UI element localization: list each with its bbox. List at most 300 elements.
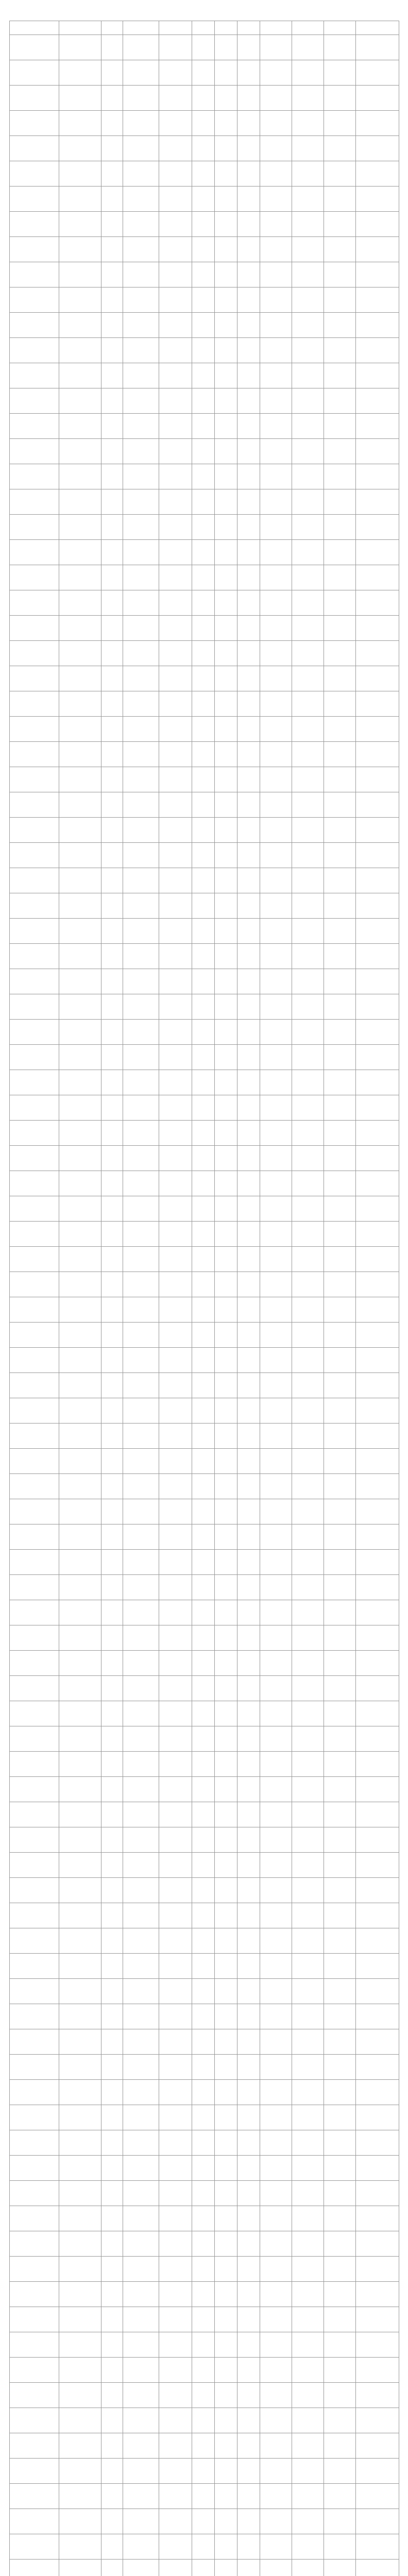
table-row	[10, 691, 399, 717]
table-cell	[159, 919, 192, 944]
table-cell	[159, 414, 192, 439]
table-cell	[159, 2029, 192, 2055]
table-cell	[324, 666, 356, 691]
table-cell	[324, 1095, 356, 1121]
table-cell	[324, 2105, 356, 2130]
table-cell	[10, 2004, 59, 2029]
table-cell	[192, 2181, 215, 2206]
table-cell	[159, 1222, 192, 1247]
table-cell	[192, 262, 215, 287]
table-cell	[260, 2105, 292, 2130]
table-row	[10, 1020, 399, 1045]
table-cell	[356, 1726, 399, 1752]
table-cell	[324, 1878, 356, 1903]
table-cell	[292, 641, 324, 666]
table-cell	[101, 262, 123, 287]
table-cell	[192, 1726, 215, 1752]
table-cell	[101, 1121, 123, 1146]
table-cell	[324, 818, 356, 843]
table-cell	[10, 2459, 59, 2484]
table-row	[10, 1222, 399, 1247]
table-cell	[192, 1222, 215, 1247]
table-cell	[10, 1550, 59, 1575]
table-cell	[101, 1348, 123, 1373]
table-cell	[292, 2307, 324, 2332]
table-cell	[356, 641, 399, 666]
table-cell	[237, 868, 260, 893]
table-cell	[324, 1575, 356, 1600]
table-cell	[237, 1297, 260, 1323]
table-cell	[324, 1802, 356, 1827]
table-cell	[215, 717, 237, 742]
table-row	[10, 1348, 399, 1373]
table-cell	[356, 742, 399, 767]
table-cell	[10, 1146, 59, 1171]
table-cell	[159, 1045, 192, 1070]
table-cell	[237, 1398, 260, 1423]
table-cell	[59, 969, 101, 994]
table-cell	[237, 1121, 260, 1146]
table-cell	[260, 1625, 292, 1651]
table-cell	[237, 1146, 260, 1171]
table-cell	[101, 2307, 123, 2332]
table-cell	[356, 313, 399, 338]
table-cell	[192, 2029, 215, 2055]
table-cell	[192, 2282, 215, 2307]
table-cell	[292, 1171, 324, 1196]
table-cell	[10, 1121, 59, 1146]
table-row	[10, 2534, 399, 2560]
table-cell	[101, 717, 123, 742]
table-cell	[260, 2231, 292, 2257]
table-cell	[292, 1070, 324, 1095]
table-cell	[260, 237, 292, 262]
table-cell	[260, 1752, 292, 1777]
table-cell	[59, 414, 101, 439]
table-cell	[324, 2004, 356, 2029]
table-cell	[237, 742, 260, 767]
table-row	[10, 1373, 399, 1398]
table-cell	[192, 565, 215, 590]
table-cell	[10, 1903, 59, 1928]
table-cell	[159, 2332, 192, 2358]
table-cell	[324, 439, 356, 464]
table-row	[10, 1121, 399, 1146]
table-cell	[192, 1575, 215, 1600]
table-cell	[215, 1954, 237, 1979]
table-cell	[260, 2433, 292, 2459]
table-cell	[101, 919, 123, 944]
table-cell	[10, 1070, 59, 1095]
table-cell	[356, 1398, 399, 1423]
table-cell	[59, 742, 101, 767]
table-cell	[260, 1524, 292, 1550]
table-cell	[324, 1625, 356, 1651]
table-cell	[59, 717, 101, 742]
table-cell	[192, 1853, 215, 1878]
table-cell	[159, 994, 192, 1020]
table-row	[10, 35, 399, 60]
table-cell	[292, 616, 324, 641]
table-cell	[123, 1095, 159, 1121]
table-cell	[101, 111, 123, 136]
table-cell	[123, 2181, 159, 2206]
table-cell	[10, 691, 59, 717]
table-row	[10, 187, 399, 212]
table-cell	[324, 212, 356, 237]
table-cell	[356, 2509, 399, 2534]
table-cell	[324, 1827, 356, 1853]
table-cell	[123, 1247, 159, 1272]
table-cell	[215, 35, 237, 60]
table-row	[10, 1827, 399, 1853]
table-cell	[292, 969, 324, 994]
table-cell	[356, 1045, 399, 1070]
table-cell	[159, 2004, 192, 2029]
table-cell	[123, 86, 159, 111]
table-cell	[59, 2459, 101, 2484]
table-cell	[356, 1449, 399, 1474]
table-cell	[159, 540, 192, 565]
table-row	[10, 515, 399, 540]
header-cell	[237, 21, 260, 35]
table-cell	[159, 1853, 192, 1878]
table-cell	[215, 363, 237, 388]
table-cell	[159, 1070, 192, 1095]
table-cell	[10, 1878, 59, 1903]
table-cell	[292, 313, 324, 338]
table-header	[10, 21, 399, 35]
table-cell	[237, 2332, 260, 2358]
table-cell	[215, 1247, 237, 1272]
table-row	[10, 2029, 399, 2055]
table-cell	[292, 1474, 324, 1499]
table-cell	[10, 2358, 59, 2383]
table-cell	[356, 60, 399, 86]
table-cell	[215, 161, 237, 187]
table-cell	[10, 1954, 59, 1979]
table-cell	[356, 590, 399, 616]
table-cell	[123, 2156, 159, 2181]
table-cell	[215, 2383, 237, 2408]
table-row	[10, 2358, 399, 2383]
table-cell	[59, 1348, 101, 1373]
table-cell	[59, 464, 101, 489]
table-cell	[237, 187, 260, 212]
table-cell	[237, 464, 260, 489]
table-cell	[215, 1676, 237, 1701]
table-cell	[59, 439, 101, 464]
table-cell	[260, 2383, 292, 2408]
table-cell	[159, 818, 192, 843]
table-cell	[59, 338, 101, 363]
table-cell	[192, 1979, 215, 2004]
table-cell	[292, 2332, 324, 2358]
table-cell	[10, 1171, 59, 1196]
table-cell	[292, 2130, 324, 2156]
table-cell	[10, 868, 59, 893]
table-cell	[159, 1550, 192, 1575]
table-cell	[260, 313, 292, 338]
table-cell	[159, 717, 192, 742]
table-cell	[159, 2055, 192, 2080]
table-cell	[10, 1802, 59, 1827]
table-row	[10, 1171, 399, 1196]
table-cell	[324, 363, 356, 388]
table-row	[10, 2484, 399, 2509]
table-cell	[324, 1954, 356, 1979]
table-row	[10, 1550, 399, 1575]
table-cell	[356, 1171, 399, 1196]
table-cell	[324, 464, 356, 489]
table-cell	[260, 868, 292, 893]
table-cell	[292, 2029, 324, 2055]
table-cell	[260, 742, 292, 767]
table-cell	[324, 161, 356, 187]
table-cell	[159, 1575, 192, 1600]
table-cell	[237, 515, 260, 540]
table-cell	[356, 1146, 399, 1171]
table-cell	[159, 1121, 192, 1146]
table-cell	[192, 2105, 215, 2130]
table-cell	[59, 792, 101, 818]
table-cell	[192, 489, 215, 515]
table-cell	[101, 2282, 123, 2307]
table-cell	[237, 1499, 260, 1524]
table-cell	[237, 1726, 260, 1752]
table-cell	[159, 2560, 192, 2576]
table-cell	[10, 590, 59, 616]
table-cell	[324, 1853, 356, 1878]
table-cell	[260, 2282, 292, 2307]
table-cell	[292, 2055, 324, 2080]
table-cell	[192, 1423, 215, 1449]
table-cell	[260, 338, 292, 363]
table-cell	[59, 919, 101, 944]
table-cell	[215, 868, 237, 893]
table-cell	[356, 2484, 399, 2509]
table-row	[10, 1625, 399, 1651]
table-cell	[59, 2433, 101, 2459]
table-cell	[192, 742, 215, 767]
table-cell	[237, 565, 260, 590]
table-cell	[324, 969, 356, 994]
table-row	[10, 919, 399, 944]
table-cell	[356, 439, 399, 464]
table-cell	[10, 717, 59, 742]
table-cell	[101, 1550, 123, 1575]
table-cell	[59, 540, 101, 565]
table-cell	[215, 1297, 237, 1323]
table-cell	[292, 919, 324, 944]
table-cell	[192, 893, 215, 919]
table-cell	[192, 540, 215, 565]
table-cell	[101, 313, 123, 338]
header-cell	[101, 21, 123, 35]
table-cell	[292, 2560, 324, 2576]
table-cell	[292, 2408, 324, 2433]
table-cell	[237, 1575, 260, 1600]
table-cell	[123, 540, 159, 565]
table-cell	[123, 1878, 159, 1903]
table-cell	[324, 2534, 356, 2560]
table-cell	[101, 1903, 123, 1928]
table-cell	[292, 1348, 324, 1373]
table-row	[10, 868, 399, 893]
table-cell	[260, 287, 292, 313]
table-cell	[237, 212, 260, 237]
table-row	[10, 893, 399, 919]
table-cell	[10, 1323, 59, 1348]
table-cell	[215, 2509, 237, 2534]
table-cell	[215, 1903, 237, 1928]
table-cell	[159, 1196, 192, 1222]
table-cell	[192, 60, 215, 86]
table-cell	[215, 2257, 237, 2282]
table-cell	[192, 2332, 215, 2358]
table-cell	[356, 1121, 399, 1146]
table-cell	[159, 1524, 192, 1550]
table-cell	[59, 187, 101, 212]
table-cell	[159, 2307, 192, 2332]
table-cell	[260, 212, 292, 237]
header-row	[10, 21, 399, 35]
table-cell	[101, 1524, 123, 1550]
table-cell	[192, 1878, 215, 1903]
table-cell	[324, 1449, 356, 1474]
table-cell	[123, 792, 159, 818]
table-cell	[59, 616, 101, 641]
table-cell	[123, 1373, 159, 1398]
table-cell	[215, 1272, 237, 1297]
table-cell	[10, 1373, 59, 1398]
table-cell	[215, 2433, 237, 2459]
table-row	[10, 540, 399, 565]
table-cell	[356, 2055, 399, 2080]
table-cell	[59, 1802, 101, 1827]
table-cell	[10, 1701, 59, 1726]
table-cell	[192, 2231, 215, 2257]
table-cell	[356, 2156, 399, 2181]
table-cell	[159, 868, 192, 893]
table-cell	[192, 161, 215, 187]
table-cell	[324, 515, 356, 540]
table-row	[10, 1323, 399, 1348]
table-cell	[260, 1070, 292, 1095]
table-cell	[123, 641, 159, 666]
table-cell	[237, 1701, 260, 1726]
table-cell	[101, 1600, 123, 1625]
table-cell	[101, 2206, 123, 2231]
table-cell	[324, 590, 356, 616]
table-cell	[192, 1171, 215, 1196]
table-cell	[215, 691, 237, 717]
table-cell	[215, 86, 237, 111]
table-cell	[101, 540, 123, 565]
table-cell	[237, 2130, 260, 2156]
table-cell	[292, 515, 324, 540]
table-cell	[101, 1499, 123, 1524]
table-cell	[101, 287, 123, 313]
table-cell	[101, 2080, 123, 2105]
table-cell	[123, 1979, 159, 2004]
table-cell	[260, 2459, 292, 2484]
table-cell	[356, 2004, 399, 2029]
table-cell	[356, 2080, 399, 2105]
table-cell	[123, 1676, 159, 1701]
table-row	[10, 616, 399, 641]
table-cell	[237, 1272, 260, 1297]
table-cell	[324, 2231, 356, 2257]
table-cell	[101, 792, 123, 818]
table-cell	[101, 35, 123, 60]
table-cell	[101, 994, 123, 1020]
table-cell	[237, 1020, 260, 1045]
table-cell	[237, 1878, 260, 1903]
table-cell	[123, 1423, 159, 1449]
table-cell	[123, 1272, 159, 1297]
table-cell	[292, 1701, 324, 1726]
table-cell	[324, 843, 356, 868]
table-cell	[260, 565, 292, 590]
table-cell	[215, 1449, 237, 1474]
table-cell	[292, 1802, 324, 1827]
table-cell	[292, 742, 324, 767]
table-cell	[324, 1196, 356, 1222]
table-cell	[159, 641, 192, 666]
table-cell	[59, 1045, 101, 1070]
table-cell	[59, 1701, 101, 1726]
table-cell	[10, 2080, 59, 2105]
table-cell	[215, 1752, 237, 1777]
table-cell	[192, 187, 215, 212]
table-cell	[260, 893, 292, 919]
table-cell	[292, 2509, 324, 2534]
table-cell	[292, 994, 324, 1020]
table-cell	[59, 2029, 101, 2055]
table-cell	[356, 237, 399, 262]
table-cell	[356, 2433, 399, 2459]
table-cell	[123, 2231, 159, 2257]
table-cell	[237, 2206, 260, 2231]
table-row	[10, 1070, 399, 1095]
table-cell	[292, 1600, 324, 1625]
table-cell	[123, 1222, 159, 1247]
table-cell	[292, 1954, 324, 1979]
table-cell	[292, 1853, 324, 1878]
table-cell	[356, 111, 399, 136]
table-cell	[324, 1979, 356, 2004]
table-cell	[292, 1499, 324, 1524]
table-cell	[192, 1903, 215, 1928]
table-cell	[324, 388, 356, 414]
table-cell	[101, 1297, 123, 1323]
table-cell	[260, 691, 292, 717]
table-cell	[292, 1222, 324, 1247]
table-cell	[123, 187, 159, 212]
table-cell	[237, 1222, 260, 1247]
table-cell	[215, 2004, 237, 2029]
table-cell	[215, 1777, 237, 1802]
table-cell	[59, 1297, 101, 1323]
table-cell	[324, 1499, 356, 1524]
table-cell	[10, 136, 59, 161]
table-cell	[59, 237, 101, 262]
table-cell	[159, 969, 192, 994]
table-cell	[59, 590, 101, 616]
table-cell	[237, 969, 260, 994]
table-cell	[215, 2484, 237, 2509]
